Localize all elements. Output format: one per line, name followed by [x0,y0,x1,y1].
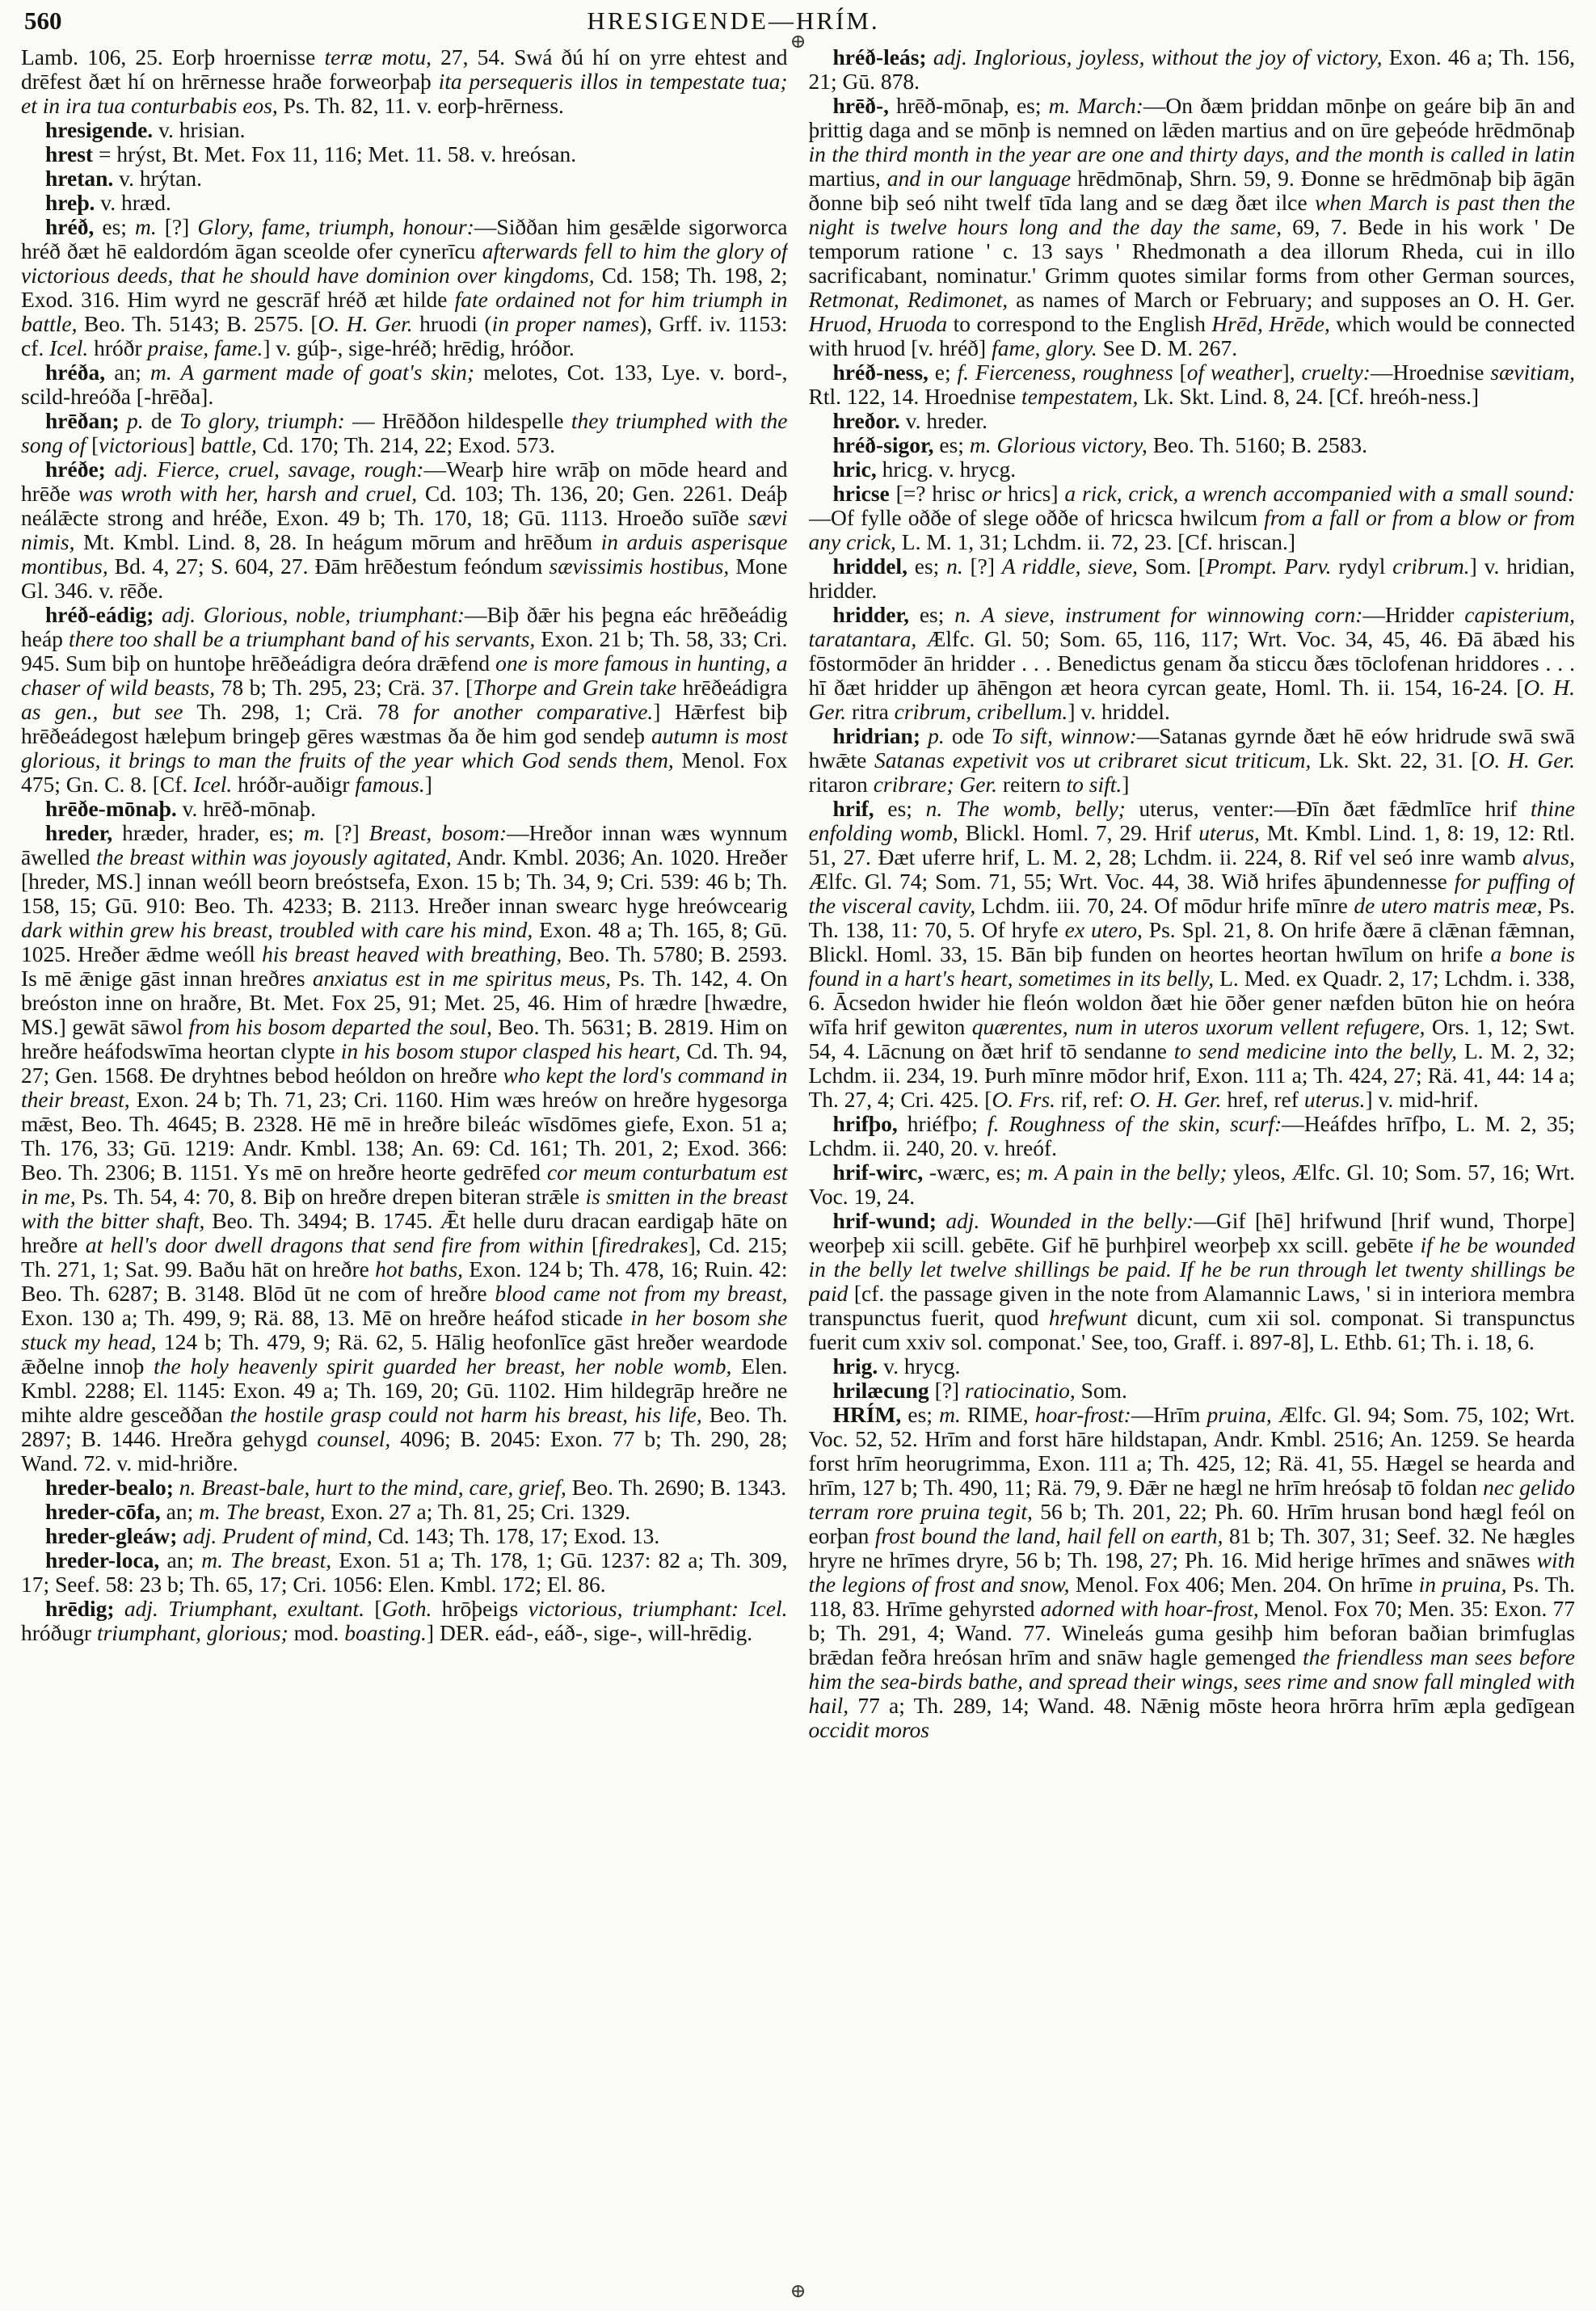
dictionary-entry: hretan. v. hrýtan. [45,166,203,191]
dictionary-entry: hreder-loca, an; m. The breast, Exon. 51 a; Th. 178, 1; Gū. 1237: 82 a; Th. 309, 17; Seef. 58: 23 b; Th. 65, 17; Cri. 1056: Elen. Kmbl. 172; El. 86. [21,1547,788,1597]
dictionary-entry: hric, hricg. v. hrycg. [832,457,1017,482]
dictionary-entry: hrifþo, hriéfþo; f. Roughness of the skin, scurf:—Heáfdes hrīfþo, L. M. 2, 35; Lchdm. ii. 240, 20. v. hreóf. [808,1111,1575,1160]
dictionary-entry: hréð-leás; adj. Inglorious, joyless, without the joy of victory, Exon. 46 a; Th. 156, 21; Gū. 878. [808,45,1575,94]
dictionary-entry: hreder-bealo; n. Breast-bale, hurt to the mind, care, grief, Beo. Th. 2690; B. 1343. [45,1475,787,1500]
left-column [21,45,788,2305]
dictionary-entry: hréð, es; m. [?] Glory, fame, triumph, honour:—Siððan him gesǣlde sigorworca hréð ðæt hē ealdordóm āgan sceolde ofer cynerīcu afterwards fell to him the glory of victorious deeds, that he should have dominion over kingdoms, Cd. 158; Th. 198, 2; Exod. 316. Him wyrd ne gescrāf hréð æt hilde fate ordained not for him triumph in battle, Beo. Th. 5143; B. 2575. [O. H. Ger. hruodi (in proper names), Grff. iv. 1153: cf. Icel. hróðr praise, fame.] v. gúþ-, sige-hréð; hrēdig, hróðor. [21,214,788,360]
dictionary-entry: hréðe; adj. Fierce, cruel, savage, rough:—Wearþ hire wrāþ on mōde heard and hrēðe was wroth with her, harsh and cruel, Cd. 103; Th. 136, 20; Gen. 2261. Deáþ neálǣcte strong and hréðe, Exon. 49 b; Th. 170, 18; Gū. 1113. Hroeðo suīðe sævi nimis, Mt. Kmbl. Lind. 8, 28. In heágum mōrum and hrēðum in arduis asperisque montibus, Bd. 4, 27; S. 604, 27. Ðām hrēðestum feóndum sævissimis hostibus, Mone Gl. 346. v. rēðe. [21,457,788,603]
dictionary-entry: hriddel, es; n. [?] A riddle, sieve, Som. [Prompt. Parv. rydyl cribrum.] v. hridian, hridder. [808,554,1575,603]
dictionary-entry: hrig. v. hrycg. [832,1353,961,1379]
right-column [809,45,1576,2305]
dictionary-entry: hrilæcung [?] ratiocinatio, Som. [832,1378,1127,1403]
dictionary-entry: hreþ. v. hræd. [45,190,171,215]
dictionary-entry: hrif-wund; adj. Wounded in the belly:—Gif [hē] hrifwund [hrif wund, Thorpe] weorþeþ xii scill. gebēte. Gif hē þurhþirel weorþeþ xx scill. gebēte if he be wounded in the belly let twelve shillings be paid. If he be run through let twenty shillings be paid [cf. the passage given in the note from Alamannic Laws, ' si in interiora membra transpunctus fuerit, quod hrefwunt dicunt, cum xii sol. componat. Si transpunctus fuerit cum xxiv sol. componat.' See, too, Graff. i. 897-8], L. Ethb. 61; Th. i. 18, 6. [808,1208,1575,1354]
dictionary-entry: hrif, es; n. The womb, belly; uterus, venter:—Ðīn ðæt fǣdmlīce hrif thine enfolding womb, Blickl. Homl. 7, 29. Hrif uterus, Mt. Kmbl. Lind. 1, 8: 19, 12: Rtl. 51, 27. Ðæt uferre hrif, L. M. 2, 28; Lchdm. ii. 224, 8. Rif vel seó inre wamb alvus, Ælfc. Gl. 74; Som. 71, 55; Wrt. Voc. 44, 38. Wið hrifes āþundennesse for puffing of the visceral cavity, Lchdm. iii. 70, 24. Of mōdur hrife mīnre de utero matris meæ, Ps. Th. 138, 11: 70, 5. Of hryfe ex utero, Ps. Spl. 21, 8. On hrife ðære ā clǣnan fǣmnan, Blickl. Homl. 33, 15. Bān biþ funden on heortes heortan hwīlum on hrife a bone is found in a hart's heart, sometimes in its belly, L. Med. ex Quadr. 2, 17; Lchdm. i. 338, 6. Ācsedon hwider hie fleón woldon ðæt hie ōðer gener næfden būton hie on heóra wīfa hrif gewiton quærentes, num in uteros uxorum vellent refugere, Ors. 1, 12; Swt. 54, 4. Lācnung on ðæt hrif tō sendanne to send medicine into the belly, L. M. 2, 32; Lchdm. ii. 234, 19. Þurh mīnre mōdor hrif, Exon. 111 a; Th. 424, 27; Rä. 41, 44: 14 a; Th. 27, 4; Cri. 425. [O. Frs. rif, ref: O. H. Ger. href, ref uterus.] v. mid-hrif. [808,796,1575,1112]
dictionary-entry: hresigende. v. hrisian. [45,117,246,142]
dictionary-entry: hrif-wirc, -wærc, es; m. A pain in the belly; yleos, Ælfc. Gl. 10; Som. 57, 16; Wrt. Voc. 19, 24. [808,1160,1575,1209]
dictionary-entry: hrēdig; adj. Triumphant, exultant. [Goth. hrōþeigs victorious, triumphant: Icel. hróðugr triumphant, glorious; mod. boasting.] DER. eád-, eáð-, sige-, will-hrēdig. [21,1596,788,1645]
dictionary-entry: hridder, es; n. A sieve, instrument for winnowing corn:—Hridder capisterium, taratantara, Ælfc. Gl. 50; Som. 65, 116, 117; Wrt. Voc. 34, 45, 46. Ðā ābæd his fōstormōder ān hridder . . . Benedictus genam ða sticcu ðæs tōclofenan hriddores . . . hī ðæt hridder up āhēngon æt heora cyrcan geate, Homl. Th. ii. 154, 16-24. [O. H. Ger. ritra cribrum, cribellum.] v. hriddel. [808,602,1575,724]
page-title: HRESIGENDE—HRÍM. [587,6,880,35]
printer-mark-icon: ⊕ [790,2281,806,2302]
dictionary-entry: hréð-ness, e; f. Fierceness, roughness [of weather], cruelty:—Hroednise sævitiam, Rtl. 122, 14. Hroednise tempestatem, Lk. Skt. Lind. 8, 24. [Cf. hreóh-ness.] [808,360,1575,409]
text-columns [0,42,1596,2305]
dictionary-entry: hricse [=? hrisc or hrics] a rick, crick, a wrench accompanied with a small sound:—Of fylle oððe of slege oððe of hricsca hwilcum from a fall or from a blow or from any crick, L. M. 1, 31; Lchdm. ii. 72, 23. [Cf. hriscan.] [808,481,1575,554]
dictionary-entry: HRÍM, es; m. RIME, hoar-frost:—Hrīm pruina, Ælfc. Gl. 94; Som. 75, 102; Wrt. Voc. 52, 52. Hrīm and forst hāre hildstapan, Andr. Kmbl. 2516; An. 1259. Se hearda forst hrīm heorugrimma, Exon. 111 a; Th. 425, 12; Rä. 41, 55. Hægel se hearda and hrīm, 127 b; Th. 490, 11; Rä. 79, 9. Ðǣr ne hægl ne hrīm hreósaþ tō foldan nec gelido terram rore pruina tegit, 56 b; Th. 201, 22; Ph. 60. Hrīm hrusan bond hægl feól on eorþan frost bound the land, hail fell on earth, 81 b; Th. 307, 31; Seef. 32. Ne hægles hryre ne hrīmes dryre, 56 b; Th. 198, 27; Ph. 16. Mid herige hrīmes and snāwes with the legions of frost and snow, Menol. Fox 406; Men. 204. On hrīme in pruina, Ps. Th. 118, 83. Hrīme gehyrsted adorned with hoar-frost, Menol. Fox 70; Men. 35: Exon. 77 b; Th. 291, 4; Wand. 77. Wineleás guma gesihþ him beforan baðian brimfuglas brǣdan feðra hreósan hrīm and snāw hagle gemenged the friendless man sees before him the sea-birds bathe, and spread their wings, sees rime and snow fall mingled with hail, 77 a; Th. 289, 14; Wand. 48. Nǣnig mōste heora hrōrra hrīm æpla gedīgean occidit moros [808,1402,1575,1742]
dictionary-entry: hrēðan; p. de To glory, triumph: — Hrēððon hildespelle they triumphed with the song of [victorious] battle, Cd. 170; Th. 214, 22; Exod. 573. [21,408,788,457]
printer-mark-icon: ⊕ [790,32,806,53]
page-number: 560 [24,6,62,35]
dictionary-entry: hrēð-, hrēð-mōnaþ, es; m. March:—On ðæm þriddan mōnþe on geáre biþ ān and þrittig daga and se mōnþ is nemned on lǣden martius and on ūre geþeóde hrēdmōnaþ in the third month in the year are one and thirty days, and the month is called in latin martius, and in our language hrēdmōnaþ, Shrn. 59, 9. Ðonne se hrēdmōnaþ biþ āgān ðonne biþ seó niht twelf tīda lang and se dæg ðæt ilce when March is past then the night is twelve hours long and the day the same, 69, 7. Bede in his work ' De temporum ratione ' c. 13 says ' Rhedmonath a dea illorum Rheda, cui in illo sacrificabant, nominatur.' Grimm quotes similar forms from other German sources, Retmonat, Redimonet, as names of March or February; and supposes an O. H. Ger. Hruod, Hruoda to correspond to the English Hrēd, Hrēde, which would be connected with hruod [v. hréð] fame, glory. See D. M. 267. [808,93,1575,360]
dictionary-entry: hreder-gleáw; adj. Prudent of mind, Cd. 143; Th. 178, 17; Exod. 13. [45,1523,660,1548]
dictionary-entry: hridrian; p. ode To sift, winnow:—Satanas gyrnde ðæt hē eów hridrude swā swā hwǣte Satanas expetivit vos ut cribraret sicut triticum, Lk. Skt. 22, 31. [O. H. Ger. ritaron cribrare; Ger. reitern to sift.] [808,723,1575,797]
dictionary-entry: hréða, an; m. A garment made of goat's skin; melotes, Cot. 133, Lye. v. bord-, scild-hreóða [-hrēða]. [21,360,788,409]
dictionary-entry: Lamb. 106, 25. Eorþ hroernisse terræ motu, 27, 54. Swá ðú hí on yrre ehtest and drēfest ðæt hí on hrērnesse hraðe forweorþaþ ita persequeris illos in tempestate tua; et in ira tua conturbabis eos, Ps. Th. 82, 11. v. eorþ-hrērness. [21,45,788,118]
dictionary-entry: hreder-cōfa, an; m. The breast, Exon. 27 a; Th. 81, 25; Cri. 1329. [45,1499,631,1524]
dictionary-entry: hrest = hrýst, Bt. Met. Fox 11, 116; Met. 11. 58. v. hreósan. [45,141,577,166]
dictionary-entry: hreðor. v. hreder. [832,408,987,433]
dictionary-entry: hréð-sigor, es; m. Glorious victory, Beo. Th. 5160; B. 2583. [832,432,1368,457]
dictionary-entry: hrēðe-mōnaþ. v. hrēð-mōnaþ. [45,796,317,821]
dictionary-entry: hréð-eádig; adj. Glorious, noble, triumphant:—Biþ ðǣr his þegna eác hrēðeádig heáp there too shall be a triumphant band of his servants, Exon. 21 b; Th. 58, 33; Cri. 945. Sum biþ on huntoþe hrēðeádigra deóra drǣfend one is more famous in hunting, a chaser of wild beasts, 78 b; Th. 295, 23; Crä. 37. [Thorpe and Grein take hrēðeádigra as gen., but see Th. 298, 1; Crä. 78 for another comparative.] Hǣrfest biþ hrēðeádegost hæleþum bringeþ gēres wæstmas ða ðe him god sendeþ autumn is most glorious, it brings to man the fruits of the year which God sends them, Menol. Fox 475; Gn. C. 8. [Cf. Icel. hróðr-auðigr famous.] [21,602,788,797]
dictionary-entry: hreder, hræder, hrader, es; m. [?] Breast, bosom:—Hreðor innan wæs wynnum āwelled the breast within was joyously agitated, Andr. Kmbl. 2036; An. 1020. Hreðer [hreder, MS.] innan weóll beorn breóstsefa, Exon. 15 b; Th. 34, 9; Cri. 539: 46 b; Th. 158, 15; Gū. 910: Beo. Th. 4233; B. 2113. Hreðer innan swearc hyge hreówcearig dark within grew his breast, troubled with care his mind, Exon. 48 a; Th. 165, 8; Gū. 1025. Hreðer ǣdme weóll his breast heaved with breathing, Beo. Th. 5780; B. 2593. Is mē ǣnige gāst innan hreðres anxiatus est in me spiritus meus, Ps. Th. 142, 4. On breóston inne on hraðre, Bt. Met. Fox 25, 91; Met. 25, 46. Him of hrædre [hwædre, MS.] gewāt sāwol from his bosom departed the soul, Beo. Th. 5631; B. 2819. Him on hreðre heáfodswīma heortan clypte in his bosom stupor clasped his heart, Cd. Th. 94, 27; Gen. 1568. Ðe dryhtnes bebod heóldon on hreðre who kept the lord's command in their breast, Exon. 24 b; Th. 71, 23; Cri. 1160. Him wæs hreów on hreðre hygesorga mǣst, Beo. Th. 4645; B. 2328. Hē mē in hreðre bileác wīsdōmes giefe, Exon. 51 a; Th. 176, 33; Gū. 1219: Andr. Kmbl. 138; An. 69: Cd. 161; Th. 201, 2; Exod. 366: Beo. Th. 2306; B. 1151. Ys mē on hreðre heorte gedrēfed cor meum conturbatum est in me, Ps. Th. 54, 4: 70, 8. Biþ on hreðre drepen biteran strǣle is smitten in the breast with the bitter shaft, Beo. Th. 3494; B. 1745. Ǣt helle duru dracan eardigaþ hāte on hreðre at hell's door dwell dragons that send fire from within [firedrakes], Cd. 215; Th. 271, 1; Sat. 99. Baðu hāt on hreðre hot baths, Exon. 124 b; Th. 478, 16; Ruin. 42: Beo. Th. 6287; B. 3148. Blōd ūt ne com of hreðre blood came not from my breast, Exon. 130 a; Th. 499, 9; Rä. 88, 13. Mē on hreðre heáfod sticade in her bosom she stuck my head, 124 b; Th. 479, 9; Rä. 62, 5. Hālig heofonlīce gāst hreðer weardode ǣðelne innoþ the holy heavenly spirit guarded her breast, her noble womb, Elen. Kmbl. 2288; El. 1145: Exon. 49 a; Th. 169, 20; Gū. 1102. Him hildegrāp hreðre ne mihte aldre gesceððan the hostile grasp could not harm his breast, his life, Beo. Th. 2897; B. 1446. Hreðra gehygd counsel, 4096; B. 2045: Exon. 77 b; Th. 290, 28; Wand. 72. v. mid-hriðre. [21,820,788,1475]
